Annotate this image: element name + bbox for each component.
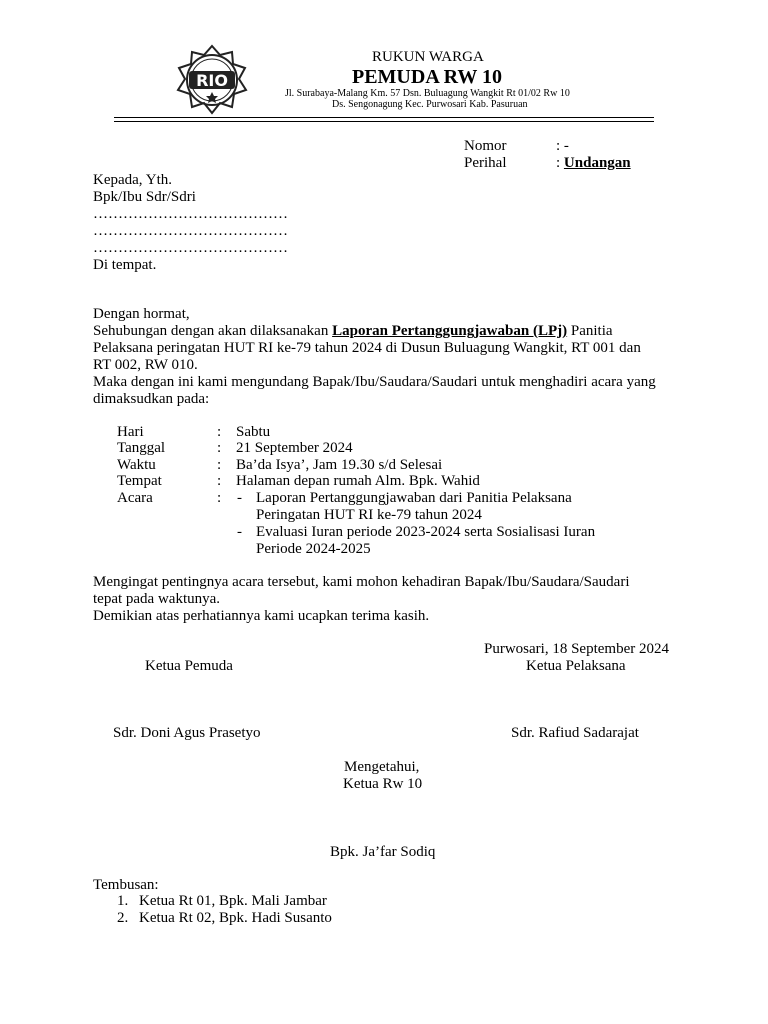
p1-bold: Laporan Pertanggungjawaban (LPj): [332, 323, 568, 339]
tembusan-label: Tembusan:: [93, 877, 159, 893]
acara2-line1: Evaluasi Iuran periode 2023-2024 serta Sosialisasi Iuran: [256, 524, 596, 540]
acara-label: Acara: [117, 490, 153, 506]
tanggal-value: 21 September 2024: [236, 440, 353, 456]
center-signer-name: Bpk. Ja’far Sodiq: [330, 844, 436, 860]
p1-pre: Sehubungan dengan akan dilaksanakan: [93, 323, 333, 339]
p1-post: Panitia: [567, 323, 613, 339]
waktu-label: Waktu: [117, 457, 156, 473]
paragraph2-line1: Maka dengan ini kami mengundang Bapak/Ibu/Saudara/Saudari untuk menghadiri acara yang: [93, 374, 656, 390]
org-address-line1: Jl. Surabaya-Malang Km. 57 Dsn. Buluagung Wangkit Rt 01/02 Rw 10: [285, 88, 570, 99]
recipient-line2: Bpk/Ibu Sdr/Sdri: [93, 189, 196, 205]
org-name-line2: PEMUDA RW 10: [352, 66, 503, 88]
tempat-label: Tempat: [117, 473, 162, 489]
left-signer-title: Ketua Pemuda: [145, 658, 233, 674]
paragraph2-line2: dimaksudkan pada:: [93, 391, 210, 407]
header-rule-thin: [114, 121, 654, 122]
recipient-dots1: …………………………………: [93, 206, 288, 222]
header-rule-thick: [114, 117, 654, 118]
acara1-line1: Laporan Pertanggungjawaban dari Panitia Pelaksana: [256, 490, 572, 506]
nomor-label: Nomor: [464, 138, 507, 154]
tanggal-label: Tanggal: [117, 440, 166, 456]
org-name-line1: RUKUN WARGA: [372, 49, 484, 65]
acara1-line2: Peringatan HUT RI ke-79 tahun 2024: [256, 507, 482, 523]
hari-colon: :: [217, 424, 222, 440]
tanggal-colon: :: [217, 440, 222, 456]
tembusan-num1: 1.: [117, 893, 129, 909]
perihal-label: Perihal: [464, 155, 507, 171]
perihal-colon: :: [556, 155, 564, 171]
hari-value: Sabtu: [236, 424, 271, 440]
acara-dash1: -: [237, 490, 242, 506]
acara2-line2: Periode 2024-2025: [256, 541, 371, 557]
waktu-value: Ba’da Isya’, Jam 19.30 s/d Selesai: [236, 457, 443, 473]
tempat-colon: :: [217, 473, 222, 489]
acknowledged-label: Mengetahui,: [344, 759, 420, 775]
closing-line3: Demikian atas perhatiannya kami ucapkan terima kasih.: [93, 608, 430, 624]
recipient-line1: Kepada, Yth.: [93, 172, 172, 188]
acara-colon: :: [217, 490, 222, 506]
nomor-value: : -: [556, 138, 569, 154]
organization-logo: [175, 43, 249, 119]
right-signer-name: Sdr. Rafiud Sadarajat: [511, 725, 639, 741]
closing-line1: Mengingat pentingnya acara tersebut, kami mohon kehadiran Bapak/Ibu/Saudara/Saudari: [93, 574, 630, 590]
place-date: Purwosari, 18 September 2024: [484, 641, 669, 657]
tembusan-item1: Ketua Rt 01, Bpk. Mali Jambar: [139, 893, 327, 909]
recipient-dots2: …………………………………: [93, 223, 288, 239]
left-signer-name: Sdr. Doni Agus Prasetyo: [113, 725, 261, 741]
greeting: Dengan hormat,: [93, 306, 190, 322]
recipient-dots3: …………………………………: [93, 240, 288, 256]
org-address-line2: Ds. Sengonagung Kec. Purwosari Kab. Pasuruan: [332, 99, 528, 110]
logo-text: RIO: [196, 71, 228, 90]
hari-label: Hari: [117, 424, 144, 440]
tembusan-item2: Ketua Rt 02, Bpk. Hadi Susanto: [139, 910, 332, 926]
perihal-field: [556, 155, 631, 172]
paragraph1-line2: Pelaksana peringatan HUT RI ke-79 tahun 2024 di Dusun Buluagung Wangkit, RT 001 dan: [93, 340, 641, 356]
acara-dash2: -: [237, 524, 242, 540]
waktu-colon: :: [217, 457, 222, 473]
paragraph1-line1: [93, 323, 613, 340]
perihal-value: Undangan: [563, 155, 631, 171]
center-signer-title: Ketua Rw 10: [343, 776, 423, 792]
tembusan-num2: 2.: [117, 910, 129, 926]
right-signer-title: Ketua Pelaksana: [526, 658, 626, 674]
recipient-end: Di tempat.: [93, 257, 157, 273]
tempat-value: Halaman depan rumah Alm. Bpk. Wahid: [236, 473, 480, 489]
closing-line2: tepat pada waktunya.: [93, 591, 221, 607]
paragraph1-line3: RT 002, RW 010.: [93, 357, 198, 373]
